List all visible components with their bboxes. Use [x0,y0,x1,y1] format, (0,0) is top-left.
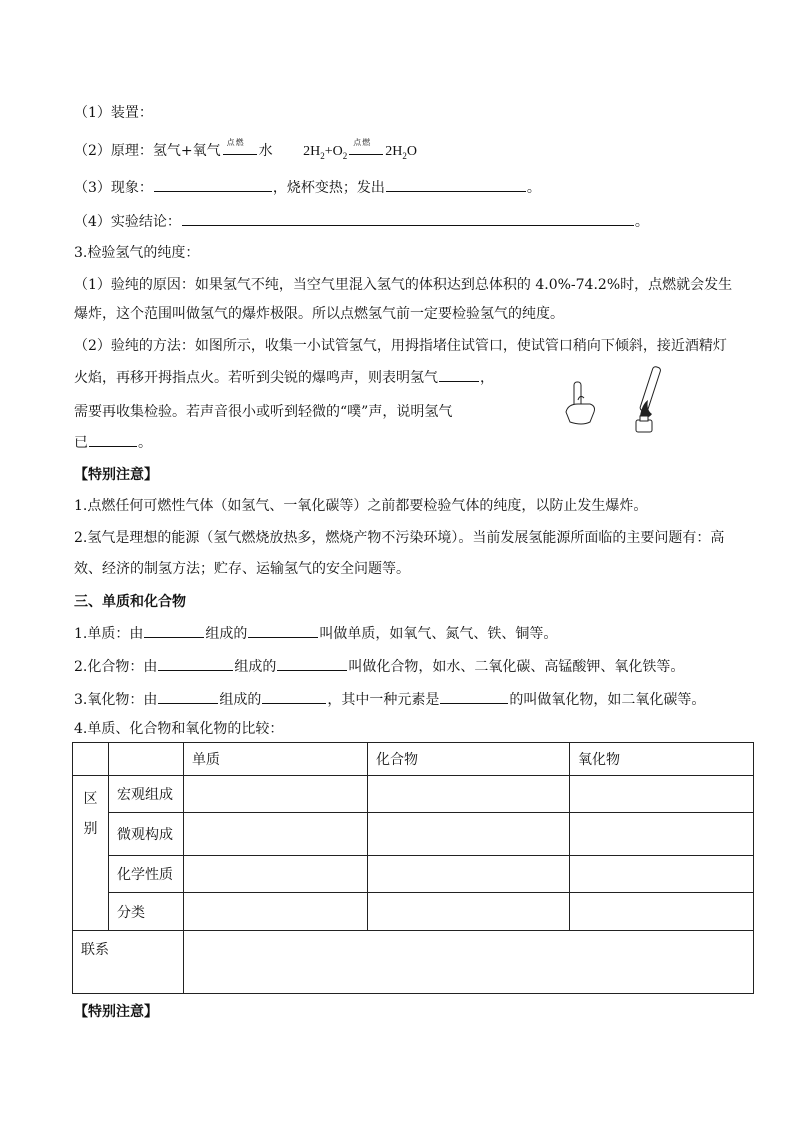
oxide-blank-3[interactable] [440,689,508,704]
condition-label: 点燃 [226,138,245,147]
element-blank-2[interactable] [248,623,318,638]
comparison-table [72,742,754,994]
header-oxide: 氧化物 [570,743,754,776]
table-cell[interactable] [570,776,754,813]
conclusion-line: （4）实验结论： 。 [74,211,649,232]
table-cell[interactable] [570,893,754,931]
special-note-title-2: 【特别注意】 [74,1004,158,1020]
hydrogen-test-illustration-icon [556,360,686,440]
table-cell[interactable] [184,893,368,931]
purity-method-line-1: （2）验纯的方法：如图所示，收集一小试管氢气，用拇指堵住试管口，使试管口稍向下倾斜，接近酒精灯 [74,338,727,354]
phenomenon-blank-2[interactable] [386,177,526,192]
special-note-1: 1.点燃任何可燃性气体（如氢气、一氧化碳等）之前都要检验气体的纯度，以防止发生爆炸。 [74,498,648,514]
table-row [73,893,754,931]
oxide-blank-2[interactable] [262,689,326,704]
purity-reason-line-1: （1）验纯的原因：如果氢气不纯，当空气里混入氢气的体积达到总体积的 4.0%-74.2%时，点燃就会发生 [74,277,733,293]
phenomenon-line: （3）现象： ，烧杯变热；发出 。 [74,177,541,198]
table-cell[interactable] [184,776,368,813]
principle-words: （2）原理：氢气+氧气 [74,143,221,159]
principle-line [74,138,417,166]
compound-blank-1[interactable] [158,656,233,671]
chemical-equation: $2H_2+O_2$ 点燃 $2H_2O$ [303,138,417,161]
table-cell[interactable] [184,931,754,994]
definition-compound: 2.化合物：由 组成的 叫做化合物，如水、二氧化碳、高锰酸钾、氧化铁等。 [74,656,684,677]
section-three-title: 三、单质和化合物 [74,594,186,610]
table-cell[interactable] [368,776,570,813]
table-cell[interactable] [368,893,570,931]
table-cell[interactable] [184,813,368,856]
table-row [73,776,754,813]
purity-method-line-4: 已 。 [74,432,152,453]
special-note-2-line-2: 效、经济的制氢方法；贮存、运输氢气的安全问题等。 [74,561,410,577]
table-row [73,931,754,994]
special-note-title: 【特别注意】 [74,467,158,483]
device-line: （1）装置： [74,105,153,121]
definition-element: 1.单质：由 组成的 叫做单质，如氧气、氮气、铁、铜等。 [74,623,557,644]
conclusion-blank[interactable] [182,211,634,226]
row-label-classification: 分类 [109,893,184,931]
element-blank-1[interactable] [144,623,204,638]
row-label-micro: 微观构成 [109,813,184,856]
table-cell[interactable] [570,856,754,893]
reaction-arrow [223,138,257,155]
difference-group-label: 区 别 [73,776,109,931]
purity-method-line-3: 需要再收集检验。若声音很小或听到轻微的“噗”声，说明氢气 [74,404,453,420]
definition-oxide: 3.氧化物：由 组成的 ，其中一种元素是 的叫做氧化物，如二氧化碳等。 [74,689,705,710]
oxide-blank-1[interactable] [158,689,218,704]
purity-reason-line-2: 爆炸，这个范围叫做氢气的爆炸极限。所以点燃氢气前一定要检验氢气的纯度。 [74,306,564,322]
table-cell[interactable] [570,813,754,856]
row-label-link: 联系 [73,931,184,994]
purity-method-line-2: 火焰，再移开拇指点火。若听到尖锐的爆鸣声，则表明氢气 ， [74,367,494,388]
table-row [73,813,754,856]
water-label: 水 [258,143,273,159]
table-cell[interactable] [368,813,570,856]
row-label-macro: 宏观组成 [109,776,184,813]
table-header-row [73,743,754,776]
header-element: 单质 [184,743,368,776]
section-3-title: 3.检验氢气的纯度： [74,245,200,261]
table-cell[interactable] [368,856,570,893]
table-row [73,856,754,893]
row-label-chemical: 化学性质 [109,856,184,893]
impure-blank[interactable] [439,367,479,382]
header-compound: 化合物 [368,743,570,776]
equation-arrow: 点燃 [349,142,383,155]
phenomenon-blank-1[interactable] [154,177,272,192]
compound-blank-2[interactable] [277,656,347,671]
comparison-intro: 4.单质、化合物和氧化物的比较： [74,721,284,737]
pure-blank[interactable] [89,432,137,447]
special-note-2-line-1: 2.氢气是理想的能源（氢气燃烧放热多，燃烧产物不污染环境）。当前发展氢能源所面临的主要问题有：高 [74,530,725,546]
table-cell[interactable] [184,856,368,893]
